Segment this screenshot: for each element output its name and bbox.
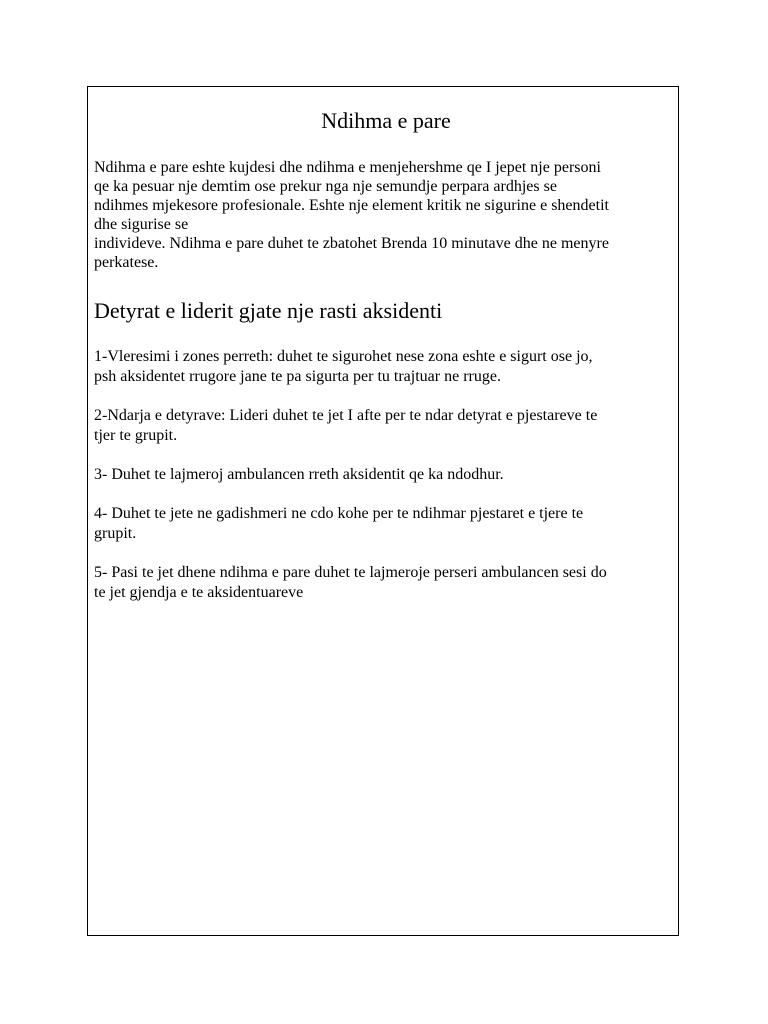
document-page <box>87 86 679 936</box>
intro-paragraph <box>94 158 678 272</box>
intro-line: perkatese. <box>94 254 159 271</box>
intro-line: qe ka pesuar nje demtim ose prekur nga nje semundje perpara ardhjes se <box>94 178 557 195</box>
duty-line: 1-Vleresimi i zones perreth: duhet te sigurohet nese zona eshte e sigurt ose jo, <box>94 348 593 365</box>
duty-line: psh aksidentet rrugore jane te pa sigurta per tu trajtuar ne rruge. <box>94 368 501 385</box>
intro-line: Ndihma e pare eshte kujdesi dhe ndihma e menjehershme qe I jepet nje personi <box>94 159 601 176</box>
intro-line: ndihmes mjekesore profesionale. Eshte nje element kritik ne sigurine e shendetit <box>94 197 609 214</box>
duty-line: 3- Duhet te lajmeroj ambulancen rreth aksidentit qe ka ndodhur. <box>94 466 504 483</box>
duty-line: te jet gjendja e te aksidentuareve <box>94 584 304 601</box>
duty-line: 2-Ndarja e detyrave: Lideri duhet te jet I afte per te ndar detyrat e pjestareve te <box>94 407 598 424</box>
duty-line: tjer te grupit. <box>94 427 178 444</box>
document-title: Ndihma e pare <box>321 108 451 133</box>
duty-item-1 <box>94 347 678 387</box>
document-content <box>94 87 678 603</box>
duty-item-2 <box>94 406 678 446</box>
duty-item-5 <box>94 563 678 603</box>
duty-line: grupit. <box>94 525 137 542</box>
intro-line: individeve. Ndihma e pare duhet te zbatohet Brenda 10 minutave dhe ne menyre <box>94 235 609 252</box>
duty-item-3 <box>94 465 678 485</box>
duty-item-4 <box>94 504 678 544</box>
duty-line: 4- Duhet te jete ne gadishmeri ne cdo kohe per te ndihmar pjestaret e tjere te <box>94 505 584 522</box>
section-heading: Detyrat e liderit gjate nje rasti aksidenti <box>94 298 443 323</box>
duty-line: 5- Pasi te jet dhene ndihma e pare duhet te lajmeroje perseri ambulancen sesi do <box>94 564 607 581</box>
intro-line: dhe sigurise se <box>94 216 189 233</box>
